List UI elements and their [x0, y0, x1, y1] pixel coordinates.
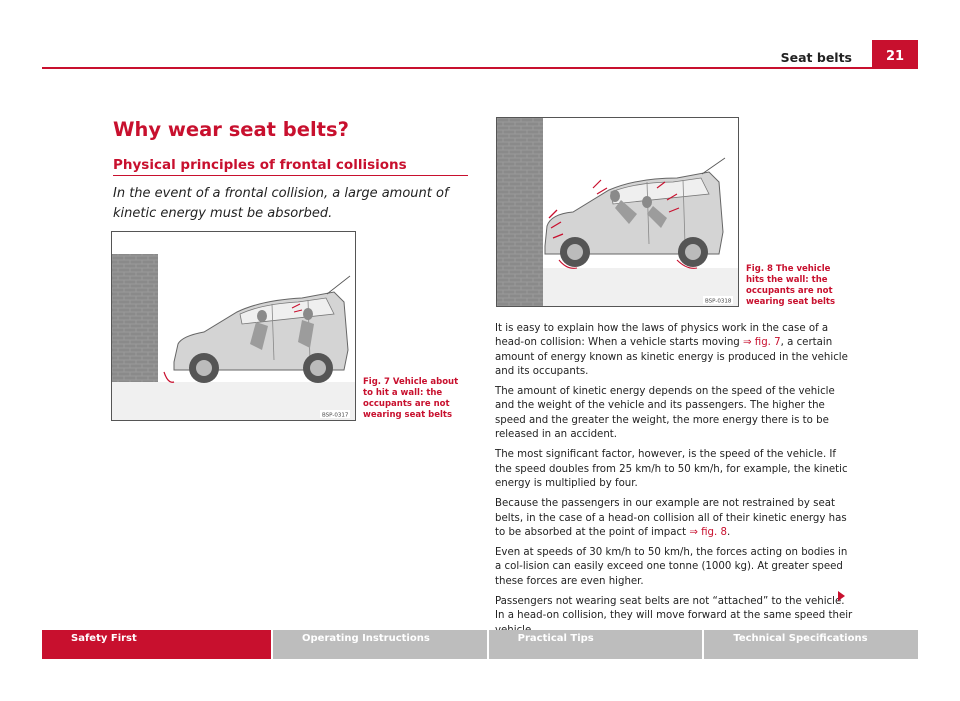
figure-7-caption: Fig. 7 Vehicle about to hit a wall: the occupants are not wearing seat belts [363, 377, 459, 420]
paragraph-3: The most significant factor, however, is the speed of the vehicle. If the speed doubles from 25 km/h to 50 km/h, for example, the kinetic energy is multiplied by four. [495, 449, 848, 489]
figure-8-caption: Fig. 8 The vehicle hits the wall: the occupants are not wearing seat belts [746, 264, 836, 307]
header-rule [42, 67, 918, 69]
tab-safety-first[interactable]: Safety First [42, 630, 271, 659]
section-title: Why wear seat belts? [113, 118, 349, 141]
arrow-right-icon [838, 591, 845, 601]
paragraph-4-text: Because the passengers in our example are not restrained by seat belts, in the case of a head-on collision all of their kinetic energy has to be absorbed at the point of impact [495, 498, 847, 538]
running-header-title: Seat belts [780, 50, 852, 65]
paragraph-2: The amount of kinetic energy depends on the speed of the vehicle and the weight of the vehicle and its passengers. The higher the speed and the greater the weight, the more energy there is to be released in an accident. [495, 386, 835, 441]
tab-operating-instructions[interactable]: Operating Instructions [273, 630, 487, 659]
paragraph-1-text-end: , a certain amount of energy known as kinetic energy is produced in the vehicle and its occupants. [495, 337, 848, 377]
paragraph-1 [495, 322, 855, 379]
tab-technical-specifications[interactable]: Technical Specifications [704, 630, 918, 659]
paragraph-4-text-end: . [726, 526, 731, 538]
paragraph-1-text: It is easy to explain how the laws of physics work in the case of a head-on collision: When a vehicle starts moving [495, 323, 829, 349]
figure-8-image [496, 117, 739, 307]
figure-7-code: BSP-0317 [322, 412, 349, 419]
paragraph-5: Even at speeds of 30 km/h to 50 km/h, the forces acting on bodies in a col-lision can easily exceed one tonne (1000 kg). At greater speed these forces are even higher. [495, 547, 848, 587]
subtitle-rule [113, 175, 468, 176]
figure-8-code: BSP-0318 [705, 298, 732, 305]
body-text [495, 322, 855, 644]
chapter-tabs [42, 630, 918, 659]
intro-text: In the event of a frontal collision, a large amount of kinetic energy must be absorbed. [113, 186, 449, 221]
fig-8-link[interactable]: ⇒ fig. 8 [689, 526, 727, 538]
fig-7-link[interactable]: ⇒ fig. 7 [743, 337, 781, 349]
page-number: 21 [872, 40, 918, 68]
paragraph-4 [495, 497, 855, 540]
paragraph-6: Passengers not wearing seat belts are not “attached” to the vehicle. In a head-on collision, they will move forward at the same speed their [495, 596, 853, 622]
section-subtitle: Physical principles of frontal collisions [113, 157, 407, 173]
figure-7-image [111, 231, 356, 421]
tab-practical-tips[interactable]: Practical Tips [489, 630, 703, 659]
